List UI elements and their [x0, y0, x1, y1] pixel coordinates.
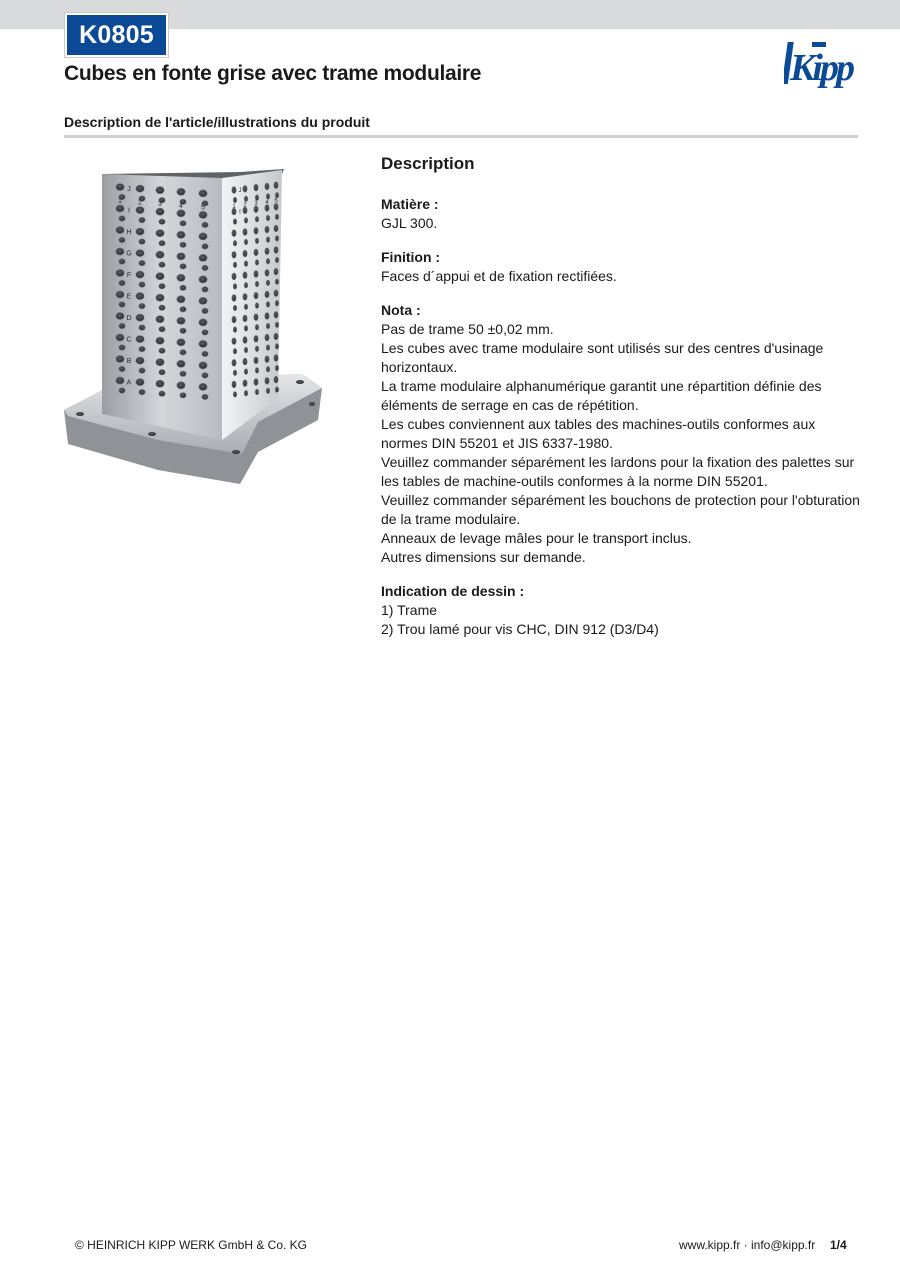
grid-hole: [202, 373, 208, 379]
grid-hole: [119, 259, 125, 265]
grid-hole: [119, 237, 125, 243]
grid-hole: [274, 203, 278, 210]
grid-hole: [180, 393, 186, 399]
drawing-line: 1) Trame: [381, 602, 438, 618]
grid-hole: [243, 358, 247, 365]
grid-hole: [159, 305, 165, 311]
grid-hole: [266, 237, 270, 243]
note-line: Pas de trame 50 ±0,02 mm.: [381, 321, 554, 337]
grid-hole: [159, 240, 165, 246]
grid-hole: [202, 287, 208, 293]
grid-hole: [233, 240, 237, 246]
grid-hole: [275, 344, 279, 350]
grid-hole: [232, 230, 236, 237]
grid-hole: [265, 291, 269, 298]
grid-hole: [255, 303, 259, 309]
grid-hole: [177, 253, 185, 260]
grid-hole: [139, 346, 145, 352]
grid-hole: [232, 251, 236, 258]
grid-label: A: [126, 379, 132, 387]
grid-hole: [199, 190, 207, 197]
grid-hole: [255, 368, 259, 374]
grid-hole: [254, 335, 258, 342]
grid-label: 3: [254, 201, 258, 208]
grid-hole: [159, 283, 165, 289]
drawing-block: [381, 582, 861, 639]
grid-hole: [274, 268, 278, 275]
grid-hole: [265, 334, 269, 341]
grid-hole: [244, 218, 248, 224]
grid-hole: [156, 316, 164, 323]
grid-hole: [116, 269, 124, 276]
grid-hole: [159, 348, 165, 354]
note-line: Anneaux de levage mâles pour le transport inclus.: [381, 530, 692, 546]
grid-hole: [180, 350, 186, 356]
grid-hole: [232, 295, 236, 302]
grid-hole: [159, 219, 165, 225]
grid-label: 4: [265, 199, 269, 206]
grid-hole: [275, 279, 279, 285]
grid-hole: [244, 369, 248, 375]
grid-hole: [233, 305, 237, 311]
grid-hole: [139, 389, 145, 395]
grid-hole: [119, 323, 125, 329]
description-panel: [381, 151, 861, 654]
grid-hole: [116, 183, 124, 190]
note-line: Veuillez commander séparément les bouchons de protection pour l'obturation de la trame modulaire.: [381, 492, 860, 527]
grid-hole: [265, 313, 269, 320]
grid-label: 4: [179, 202, 183, 210]
footer-contact: www.kipp.fr · info@kipp.fr: [679, 1238, 816, 1252]
grid-hole: [119, 302, 125, 308]
grid-hole: [233, 348, 237, 354]
cube-side-face: [222, 170, 282, 440]
grid-hole: [233, 392, 237, 398]
footer-page-number: 1/4: [830, 1238, 847, 1252]
grid-hole: [244, 304, 248, 310]
grid-hole: [244, 326, 248, 332]
grid-hole: [255, 281, 259, 287]
grid-hole: [274, 333, 278, 340]
grid-hole: [180, 264, 186, 270]
grid-hole: [266, 194, 270, 200]
grid-hole: [136, 271, 144, 278]
grid-hole: [139, 303, 145, 309]
grid-hole: [254, 227, 258, 234]
grid-hole: [254, 314, 258, 321]
grid-hole: [202, 244, 208, 250]
grid-hole: [202, 394, 208, 400]
grid-hole: [275, 214, 279, 220]
grid-hole: [243, 272, 247, 279]
grid-label: H: [126, 229, 132, 236]
grid-hole: [116, 226, 124, 233]
note-line: La trame modulaire alphanumérique garantit une répartition définie des éléments de serrage en cas de répétition.: [381, 378, 822, 413]
grid-hole: [139, 325, 145, 331]
grid-hole: [199, 362, 207, 369]
grid-hole: [275, 192, 279, 198]
grid-hole: [116, 312, 124, 319]
grid-hole: [274, 376, 278, 383]
grid-hole: [233, 197, 237, 203]
material-block: [381, 195, 861, 233]
grid-hole: [156, 380, 164, 387]
grid-hole: [254, 184, 258, 191]
grid-hole: [244, 261, 248, 267]
grid-hole: [136, 207, 144, 214]
grid-hole: [199, 211, 207, 218]
grid-label: D: [126, 315, 132, 322]
grid-hole: [244, 347, 248, 353]
grid-label: I: [239, 209, 241, 216]
grid-hole: [136, 379, 144, 386]
grid-label: 5: [274, 198, 278, 205]
grid-hole: [254, 292, 258, 299]
grid-hole: [233, 262, 237, 268]
grid-hole: [180, 371, 186, 377]
grid-hole: [275, 322, 279, 328]
grid-hole: [233, 219, 237, 225]
grid-hole: [199, 233, 207, 240]
grid-hole: [265, 183, 269, 190]
grid-hole: [255, 389, 259, 395]
drawing-label: Indication de dessin :: [381, 583, 525, 599]
grid-hole: [177, 231, 185, 238]
section-divider: [64, 135, 858, 138]
grid-hole: [116, 377, 124, 384]
grid-hole: [243, 229, 247, 236]
grid-hole: [274, 290, 278, 297]
grid-hole: [156, 187, 164, 194]
grid-hole: [255, 324, 259, 330]
grid-hole: [243, 337, 247, 344]
grid-hole: [274, 225, 278, 232]
grid-hole: [180, 285, 186, 291]
grid-hole: [156, 230, 164, 237]
grid-hole: [199, 254, 207, 261]
grid-hole: [265, 269, 269, 276]
grid-label: F: [126, 272, 132, 279]
grid-hole: [255, 238, 259, 244]
grid-label: 2: [138, 199, 142, 207]
grid-label: J: [238, 188, 242, 194]
grid-hole: [156, 337, 164, 344]
grid-label: 2: [243, 202, 247, 209]
grid-hole: [233, 327, 237, 333]
grid-hole: [136, 336, 144, 343]
kipp-logo: [784, 40, 858, 92]
note-line: Autres dimensions sur demande.: [381, 549, 586, 565]
grid-hole: [202, 308, 208, 314]
grid-hole: [254, 249, 258, 256]
grid-hole: [180, 242, 186, 248]
grid-hole: [116, 248, 124, 255]
grid-hole: [266, 388, 270, 394]
grid-hole: [266, 280, 270, 286]
grid-hole: [159, 391, 165, 397]
grid-hole: [274, 247, 278, 254]
grid-hole: [177, 360, 185, 367]
grid-hole: [274, 355, 278, 362]
grid-hole: [156, 294, 164, 301]
grid-hole: [119, 366, 125, 372]
grid-hole: [232, 273, 236, 280]
grid-hole: [199, 319, 207, 326]
grid-hole: [180, 328, 186, 334]
grid-hole: [243, 380, 247, 387]
grid-hole: [275, 300, 279, 306]
grid-hole: [243, 250, 247, 257]
description-heading: Description: [381, 154, 475, 173]
grid-hole: [254, 379, 258, 386]
grid-hole: [139, 368, 145, 374]
article-code-badge: K0805: [65, 13, 168, 57]
grid-hole: [136, 293, 144, 300]
grid-hole: [275, 365, 279, 371]
grid-hole: [116, 291, 124, 298]
grid-hole: [254, 271, 258, 278]
grid-hole: [202, 265, 208, 271]
grid-hole: [156, 359, 164, 366]
grid-hole: [136, 250, 144, 257]
grid-hole: [156, 251, 164, 258]
grid-hole: [177, 210, 185, 217]
grid-label: E: [126, 293, 132, 301]
grid-hole: [139, 282, 145, 288]
grid-hole: [177, 382, 185, 389]
grid-hole: [139, 260, 145, 266]
grid-hole: [232, 359, 236, 366]
grid-hole: [266, 323, 270, 329]
grid-hole: [232, 316, 236, 323]
grid-label: 1: [232, 204, 236, 210]
grid-hole: [233, 370, 237, 376]
grid-hole: [177, 296, 185, 303]
grid-hole: [255, 216, 259, 222]
grid-hole: [199, 276, 207, 283]
grid-hole: [202, 222, 208, 228]
note-block: [381, 301, 861, 567]
grid-hole: [159, 326, 165, 332]
grid-hole: [180, 221, 186, 227]
grid-label: G: [126, 250, 132, 258]
grid-hole: [275, 257, 279, 263]
grid-hole: [177, 339, 185, 346]
grid-hole: [199, 297, 207, 304]
footer-copyright: © HEINRICH KIPP WERK GmbH & Co. KG: [75, 1238, 307, 1252]
grid-label: J: [127, 186, 131, 193]
grid-hole: [199, 340, 207, 347]
grid-hole: [275, 387, 279, 393]
finish-value: Faces d´appui et de fixation rectifiées.: [381, 268, 617, 284]
grid-hole: [156, 208, 164, 215]
section-heading: Description de l'article/illustrations du produit: [64, 114, 370, 130]
grid-hole: [136, 185, 144, 192]
grid-hole: [232, 381, 236, 388]
grid-hole: [202, 351, 208, 357]
grid-hole: [139, 239, 145, 245]
svg-text:Kipp: Kipp: [790, 47, 852, 89]
grid-hole: [116, 355, 124, 362]
grid-hole: [116, 334, 124, 341]
grid-hole: [119, 216, 125, 222]
page-title: Cubes en fonte grise avec trame modulaire: [64, 62, 482, 85]
grid-hole: [255, 346, 259, 352]
grid-hole: [243, 315, 247, 322]
grid-hole: [275, 236, 279, 242]
grid-label: I: [128, 207, 130, 215]
grid-hole: [266, 366, 270, 372]
grid-hole: [159, 262, 165, 268]
grid-hole: [266, 302, 270, 308]
note-line: Les cubes avec trame modulaire sont utilisés sur des centres d'usinage horizontaux.: [381, 340, 824, 375]
grid-hole: [232, 338, 236, 345]
grid-label: 1: [118, 198, 122, 205]
grid-hole: [139, 217, 145, 223]
grid-hole: [244, 239, 248, 245]
grid-hole: [159, 369, 165, 375]
grid-hole: [243, 185, 247, 192]
grid-hole: [243, 293, 247, 300]
grid-hole: [119, 388, 125, 394]
grid-hole: [244, 196, 248, 202]
grid-hole: [255, 260, 259, 266]
grid-hole: [265, 226, 269, 233]
grid-label: B: [126, 358, 132, 365]
material-label: Matière :: [381, 196, 439, 212]
grid-hole: [265, 248, 269, 255]
note-line: Les cubes conviennent aux tables des machines-outils conformes aux normes DIN 55201 et JIS 6337-1980.: [381, 416, 816, 451]
grid-hole: [274, 311, 278, 318]
grid-hole: [177, 188, 185, 195]
grid-hole: [244, 390, 248, 396]
finish-block: [381, 248, 861, 286]
grid-hole: [265, 356, 269, 363]
finish-label: Finition :: [381, 249, 441, 265]
drawing-line: 2) Trou lamé pour vis CHC, DIN 912 (D3/D4): [381, 621, 659, 637]
grid-hole: [119, 345, 125, 351]
grid-hole: [266, 258, 270, 264]
grid-hole: [254, 357, 258, 364]
note-label: Nota :: [381, 302, 421, 318]
grid-hole: [244, 282, 248, 288]
material-value: GJL 300.: [381, 215, 438, 231]
grid-hole: [136, 357, 144, 364]
grid-hole: [180, 307, 186, 313]
grid-hole: [136, 314, 144, 321]
grid-hole: [199, 383, 207, 390]
grid-hole: [232, 187, 236, 194]
grid-hole: [274, 182, 278, 189]
grid-hole: [116, 205, 124, 212]
grid-hole: [233, 284, 237, 290]
grid-hole: [156, 273, 164, 280]
note-line: Veuillez commander séparément les lardons pour la fixation des palettes sur les tables de machine-outils conformes à la norme DIN 55201.: [381, 454, 855, 489]
grid-label: C: [126, 336, 132, 344]
grid-hole: [136, 228, 144, 235]
grid-hole: [265, 377, 269, 384]
grid-label: 3: [158, 201, 162, 209]
grid-hole: [177, 274, 185, 281]
grid-hole: [266, 215, 270, 221]
grid-hole: [202, 330, 208, 336]
grid-label: 5: [201, 204, 205, 212]
product-image-cube: [62, 152, 324, 490]
grid-hole: [177, 317, 185, 324]
grid-hole: [266, 345, 270, 351]
grid-hole: [255, 195, 259, 201]
grid-hole: [119, 280, 125, 286]
